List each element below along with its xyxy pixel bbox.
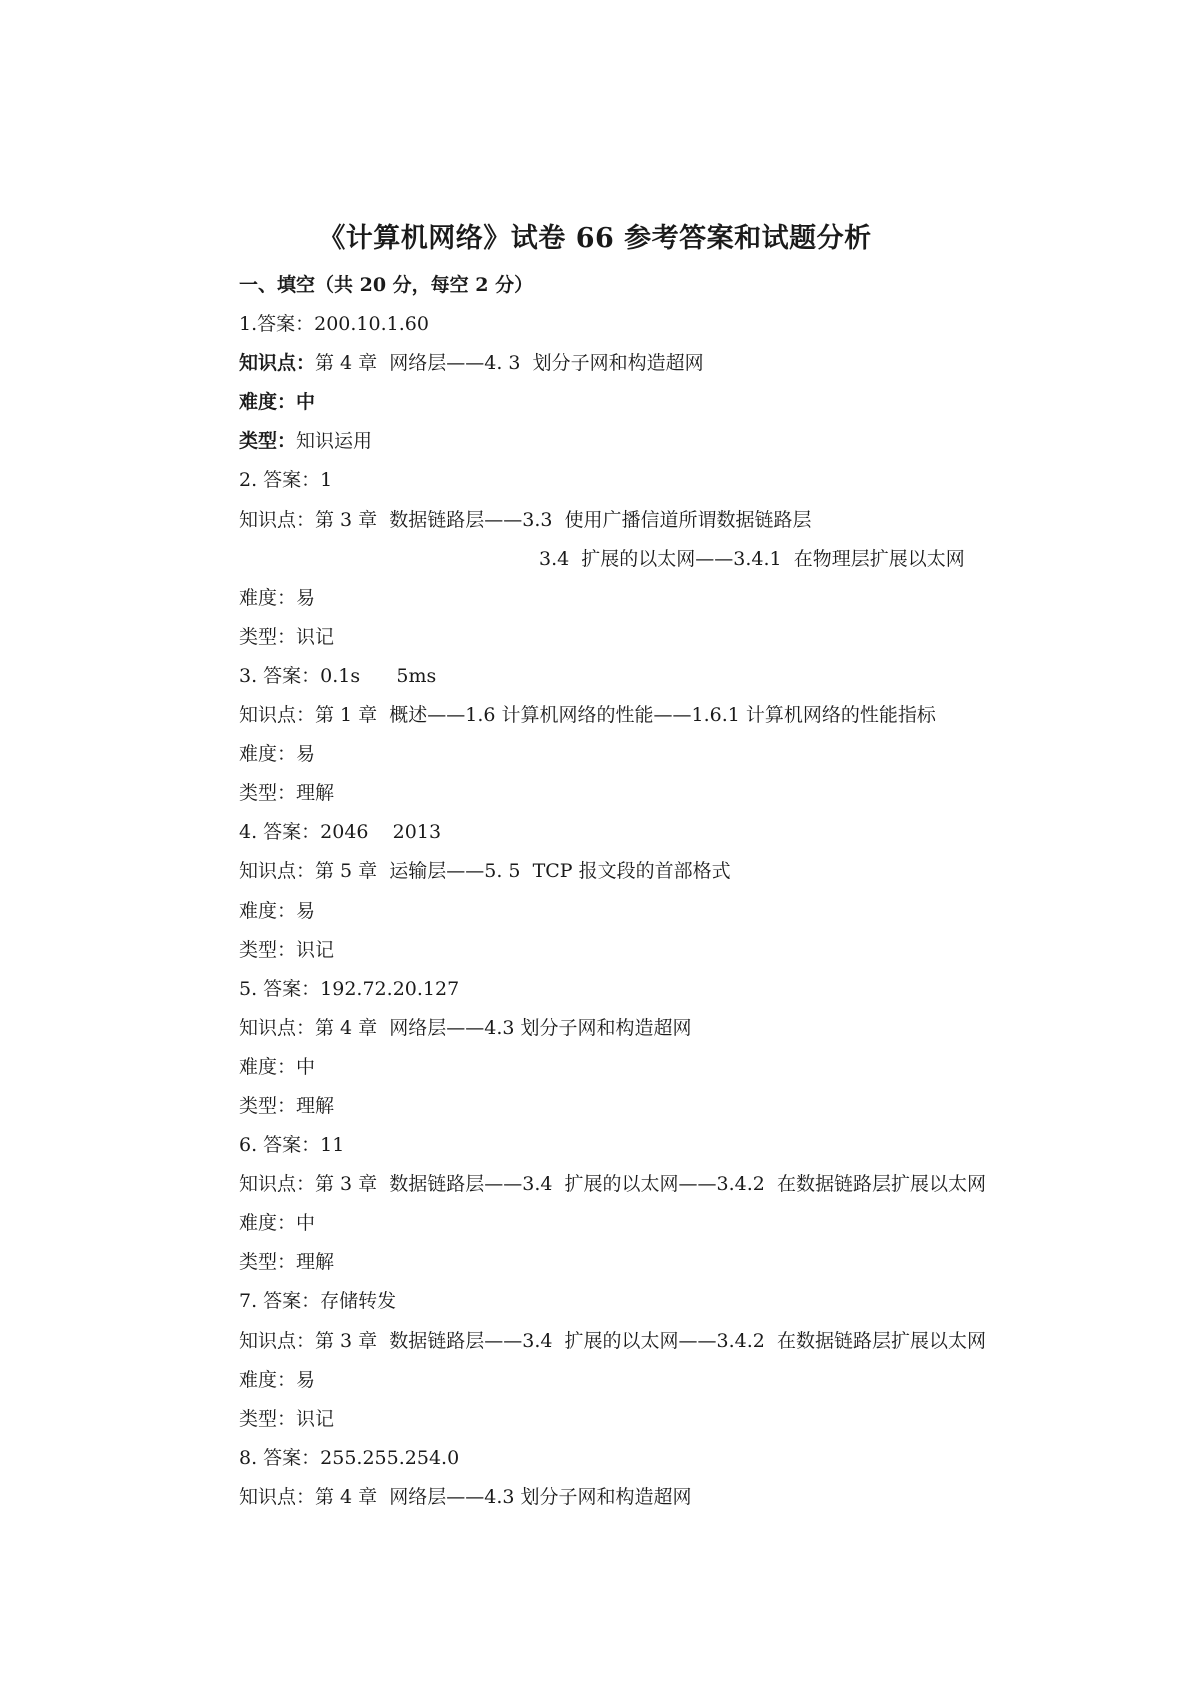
type-line: 类型：识记 [239, 1407, 335, 1430]
answer-line: 1.答案：200.10.1.60 [239, 313, 429, 336]
answer-line: 3. 答案：0.1s 5ms [239, 664, 437, 687]
knowledge-line: 知识点：第 3 章 数据链路层——3.4 扩展的以太网——3.4.2 在数据链路层扩展以太网 [239, 1329, 986, 1352]
type-line: 类型：理解 [239, 782, 335, 805]
type-text: 知识运用 [296, 430, 373, 453]
knowledge-line: 知识点：第 1 章 概述——1.6 计算机网络的性能——1.6.1 计算机网络的性能指标 [239, 704, 936, 727]
answer-line: 8. 答案：255.255.254.0 [239, 1446, 460, 1469]
section-heading: 一、填空（共 20 分，每空 2 分） [239, 274, 534, 296]
difficulty-label: 难度： [239, 391, 297, 414]
knowledge-text: 第 4 章 网络层——4. 3 划分子网和构造超网 [315, 352, 704, 375]
answer-line: 2. 答案：1 [239, 469, 333, 492]
answer-line: 7. 答案：存储转发 [239, 1290, 397, 1313]
difficulty-text: 中 [296, 391, 316, 414]
difficulty-line: 难度：易 [239, 899, 316, 922]
difficulty-line: 难度：中 [239, 1055, 316, 1078]
knowledge-label: 知识点： [239, 352, 316, 375]
type-line: 类型：理解 [239, 1251, 335, 1274]
difficulty-line: 难度：中 [239, 1212, 316, 1235]
type-line: 类型：识记 [239, 625, 335, 648]
knowledge-line: 知识点：第 4 章 网络层——4.3 划分子网和构造超网 [239, 1485, 692, 1508]
document-title: 《计算机网络》试卷 66 参考答案和试题分析 [318, 223, 872, 254]
document-body [239, 266, 1039, 1517]
difficulty-line: 难度：易 [239, 1368, 316, 1391]
difficulty-line: 难度：易 [239, 743, 316, 766]
type-line: 类型：理解 [239, 1094, 335, 1117]
knowledge-line: 知识点：第 5 章 运输层——5. 5 TCP 报文段的首部格式 [239, 860, 731, 883]
knowledge-line: 知识点：第 3 章 数据链路层——3.4 扩展的以太网——3.4.2 在数据链路层扩展以太网 [239, 1173, 986, 1196]
knowledge-line [239, 344, 1039, 383]
difficulty-line [239, 383, 1039, 422]
type-line [239, 422, 1039, 461]
knowledge-line: 知识点：第 3 章 数据链路层——3.3 使用广播信道所谓数据链路层 [239, 508, 812, 531]
knowledge-line: 知识点：第 4 章 网络层——4.3 划分子网和构造超网 [239, 1016, 692, 1039]
difficulty-line: 难度：易 [239, 586, 316, 609]
answer-line: 5. 答案：192.72.20.127 [239, 977, 460, 1000]
answer-line: 6. 答案：11 [239, 1134, 345, 1157]
knowledge-line-continued: 3.4 扩展的以太网——3.4.1 在物理层扩展以太网 [539, 547, 965, 570]
type-label: 类型： [239, 430, 297, 453]
answer-line: 4. 答案：2046 2013 [239, 821, 442, 844]
type-line: 类型：识记 [239, 938, 335, 961]
